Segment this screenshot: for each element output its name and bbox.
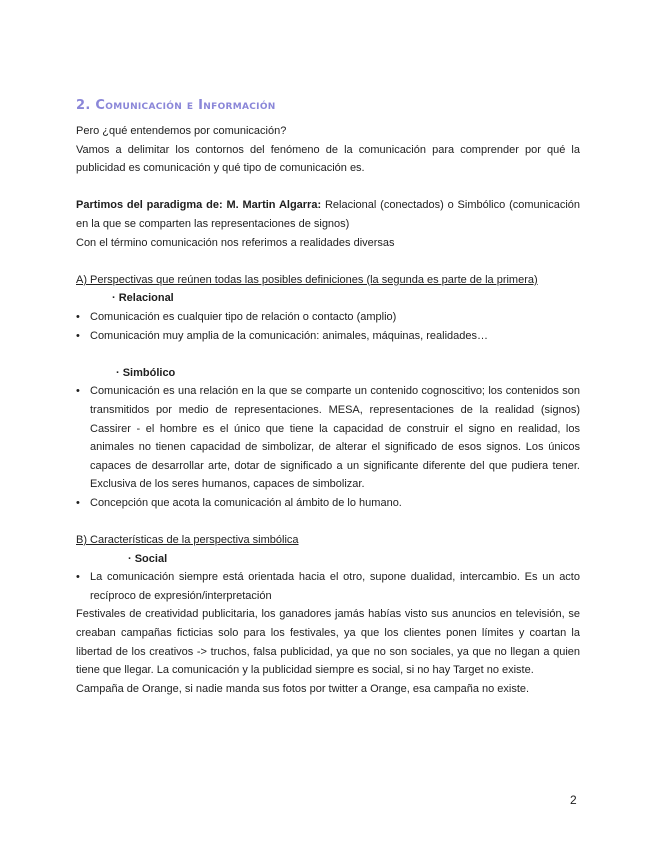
intro-question: Pero ¿qué entendemos por comunicación? [76,125,287,137]
social-label: · Social [128,552,168,565]
spacer [76,512,580,531]
paradigm-bold-lead: Partimos del paradigma de: M. Martin Algarra: [76,199,322,212]
festivals-paragraph: Festivales de creatividad publicitaria, los ganadores jamás habías visto sus anuncios en televisión, se creaban campañas ficticias solo para los festivales, ya que los clientes ponen límites y coartan la libertad de los creativos -> truchos, falsa publicidad, ya que no son sociales, ya que no llegan a quien tiene que llegar. La comunicación y la publicidad siempre es social, si no hay Target no existe. [76,608,580,677]
paradigm-rest: Relacional (conectados) o Simbólico (comunicación en la que se comparten las representaciones de signos) [76,199,580,230]
spacer [76,252,580,271]
paradigm-paragraph [76,196,580,233]
spacer [76,178,580,197]
symbolic-label: · Simbólico [116,366,176,379]
list-item-text: La comunicación siempre está orientada hacia el otro, supone dualidad, intercambio. Es un acto recíproco de expresión/interpretación [90,571,580,602]
spacer [76,345,580,364]
list-item-text: Comunicación es cualquier tipo de relación o contacto (amplio) [90,310,397,323]
symbolic-list [76,382,580,512]
relational-list [76,308,580,345]
section-a-title: A) Perspectivas que reúnen todas las posibles definiciones (la segunda es parte de la primera) [76,273,538,286]
bullet-icon: • [76,329,80,342]
list-item-text: Comunicación es una relación en la que se comparte un contenido cognoscitivo; los contenidos son transmitidos por medio de representaciones. MESA, representaciones de la realidad (signos) Cassirer - el hombre es el único que tiene la capacidad de construir el signo en realidad, los animales no tienen capacidad de simbolizar, de alterar el significado de esos signos. Los únicos capaces de desarrollar arte, dotar de significado a un significante diferente del que pudiera tener. Exclusiva de los seres humanos, capaces de simbolizar. [90,385,580,491]
list-item-text: Concepción que acota la comunicación al ámbito de lo humano. [90,496,402,509]
list-item [76,382,580,494]
list-item [76,494,580,513]
list-item [76,568,580,605]
section-b-title: B) Características de la perspectiva simbólica [76,534,299,547]
bullet-icon: • [76,310,80,323]
section-heading: 2. Comunicación e Información [76,98,276,113]
intro-delimit: Vamos a delimitar los contornos del fenómeno de la comunicación para comprender por qué la publicidad es comunicación y qué tipo de comunicación es. [76,143,580,175]
bullet-icon: • [76,571,80,584]
list-item-text: Comunicación muy amplia de la comunicación: animales, máquinas, realidades… [90,329,489,342]
bullet-icon: • [76,385,80,398]
page-number: 2 [570,793,577,807]
paradigm-term: Con el término comunicación nos referimos a realidades diversas [76,236,395,249]
list-item [76,327,580,346]
document-page [76,96,580,698]
orange-paragraph: Campaña de Orange, si nadie manda sus fotos por twitter a Orange, esa campaña no existe. [76,682,530,695]
bullet-icon: • [76,496,80,509]
list-item [76,308,580,327]
relational-label: · Relacional [112,292,174,305]
social-list [76,568,580,605]
